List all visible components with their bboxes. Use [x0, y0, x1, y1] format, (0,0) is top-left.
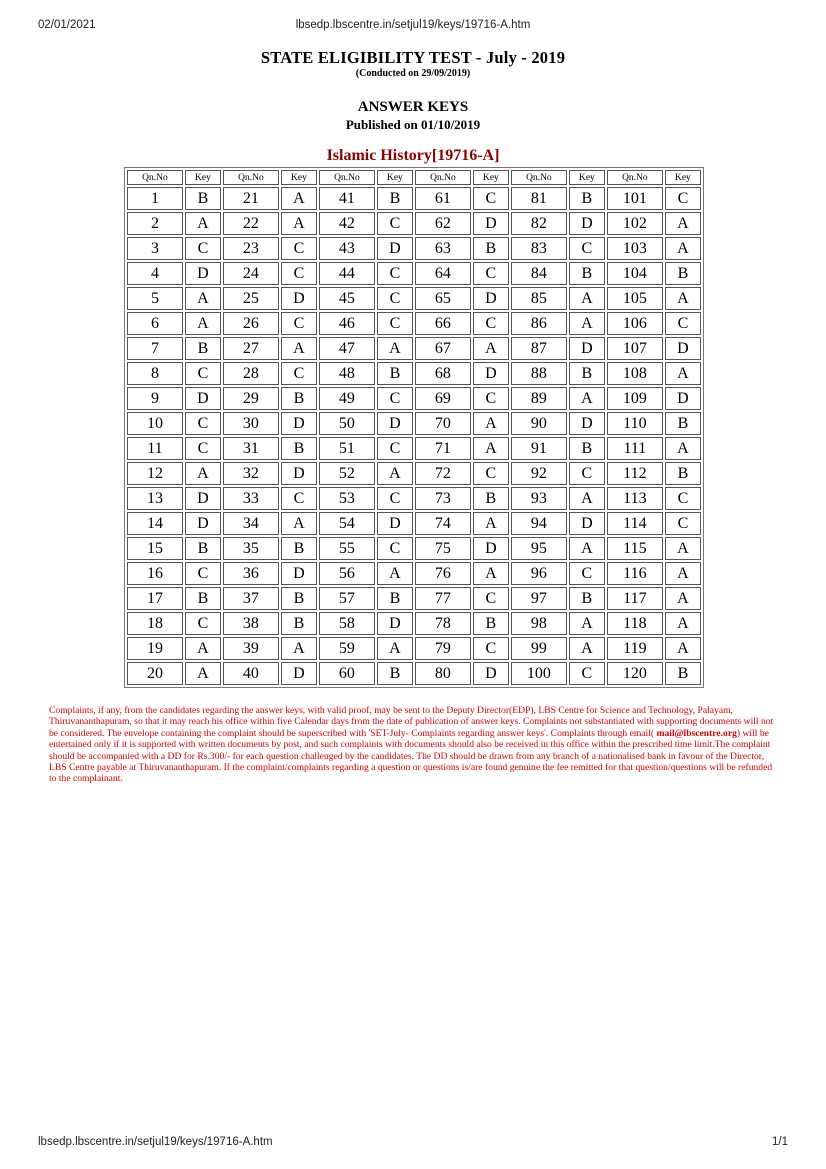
- question-number: 57: [319, 587, 375, 610]
- question-number: 11: [127, 437, 183, 460]
- question-number: 14: [127, 512, 183, 535]
- question-number: 35: [223, 537, 279, 560]
- answer-key: D: [377, 412, 413, 435]
- answer-key: B: [473, 487, 509, 510]
- question-number: 120: [607, 662, 663, 685]
- answer-key: A: [281, 637, 317, 660]
- question-number: 13: [127, 487, 183, 510]
- answer-key: B: [569, 587, 605, 610]
- answer-key: A: [569, 612, 605, 635]
- question-number: 103: [607, 237, 663, 260]
- question-number: 8: [127, 362, 183, 385]
- answer-key: A: [281, 212, 317, 235]
- answer-key: C: [473, 312, 509, 335]
- conducted-date: (Conducted on 29/09/2019): [355, 68, 471, 79]
- table-row: [127, 662, 701, 685]
- question-number: 65: [415, 287, 471, 310]
- answer-key: B: [377, 587, 413, 610]
- answer-key: C: [569, 462, 605, 485]
- table-row: [127, 362, 701, 385]
- question-number: 87: [511, 337, 567, 360]
- table-row: [127, 412, 701, 435]
- answer-key: C: [185, 362, 221, 385]
- table-row: [127, 212, 701, 235]
- question-number: 29: [223, 387, 279, 410]
- exam-title: STATE ELIGIBILITY TEST - July - 2019: [260, 48, 566, 67]
- question-number: 44: [319, 262, 375, 285]
- question-number: 81: [511, 187, 567, 210]
- question-number: 28: [223, 362, 279, 385]
- answer-key: B: [185, 187, 221, 210]
- answer-key: A: [377, 337, 413, 360]
- question-number: 26: [223, 312, 279, 335]
- answer-key: D: [569, 337, 605, 360]
- answer-key: A: [377, 462, 413, 485]
- answer-key: C: [377, 487, 413, 510]
- question-number: 25: [223, 287, 279, 310]
- table-row: [127, 312, 701, 335]
- answer-key: A: [665, 562, 701, 585]
- table-row: [127, 437, 701, 460]
- answer-key: A: [665, 587, 701, 610]
- answer-keys-heading: ANSWER KEYS: [357, 99, 469, 115]
- answer-key: A: [665, 637, 701, 660]
- answer-key: D: [377, 237, 413, 260]
- answer-key: A: [665, 612, 701, 635]
- question-number: 55: [319, 537, 375, 560]
- answer-key: C: [185, 412, 221, 435]
- page-number: 1/1: [772, 1136, 788, 1148]
- answer-key: A: [665, 537, 701, 560]
- question-number: 10: [127, 412, 183, 435]
- answer-key: D: [281, 562, 317, 585]
- answer-key: C: [473, 637, 509, 660]
- question-number: 86: [511, 312, 567, 335]
- complaint-notice: [49, 705, 781, 785]
- table-row: [127, 262, 701, 285]
- published-date: Published on 01/10/2019: [345, 117, 481, 132]
- answer-key: D: [473, 537, 509, 560]
- question-number: 75: [415, 537, 471, 560]
- question-number: 53: [319, 487, 375, 510]
- question-number: 113: [607, 487, 663, 510]
- answer-key: C: [281, 237, 317, 260]
- complaint-text-1: Complaints, if any, from the candidates regarding the answer keys, with valid proof, may be sent to the Deputy Director(EDP), LBS Centre for Science and Technology, Palayam, Thiruvananthapuram, so that it may reach his office within five Calendar days from the date of publication of answer keys. Complaints not substantiated with supporting documents will not be considered. The envelope containing the complaint should be superscribed with 'SET-July- Complaints regarding answer keys'. Complaints through email(: [49, 705, 774, 739]
- question-number: 93: [511, 487, 567, 510]
- table-row: [127, 462, 701, 485]
- answer-key-table: [124, 167, 704, 688]
- question-number: 82: [511, 212, 567, 235]
- table-body: [127, 187, 701, 685]
- question-number: 72: [415, 462, 471, 485]
- question-number: 48: [319, 362, 375, 385]
- answer-key: B: [281, 387, 317, 410]
- answer-key: C: [473, 262, 509, 285]
- answer-key: A: [473, 562, 509, 585]
- title-block: [0, 48, 826, 133]
- question-number: 20: [127, 662, 183, 685]
- answer-key: C: [185, 237, 221, 260]
- answer-key: A: [473, 412, 509, 435]
- answer-key: C: [377, 312, 413, 335]
- table-row: [127, 287, 701, 310]
- answer-key: B: [377, 362, 413, 385]
- answer-key: C: [473, 387, 509, 410]
- answer-key: A: [377, 562, 413, 585]
- question-number: 77: [415, 587, 471, 610]
- question-number: 118: [607, 612, 663, 635]
- answer-key: D: [473, 212, 509, 235]
- key-header: Key: [569, 170, 605, 185]
- question-number: 45: [319, 287, 375, 310]
- answer-key: C: [377, 212, 413, 235]
- answer-key: B: [665, 662, 701, 685]
- answer-key: B: [281, 537, 317, 560]
- answer-key: B: [281, 587, 317, 610]
- question-number: 119: [607, 637, 663, 660]
- answer-key: A: [281, 187, 317, 210]
- question-number: 112: [607, 462, 663, 485]
- key-header: Key: [377, 170, 413, 185]
- answer-key: D: [377, 512, 413, 535]
- answer-key: A: [569, 637, 605, 660]
- question-number: 104: [607, 262, 663, 285]
- answer-key: A: [377, 637, 413, 660]
- answer-key: A: [569, 287, 605, 310]
- answer-key: C: [665, 512, 701, 535]
- question-number: 89: [511, 387, 567, 410]
- answer-key: A: [185, 462, 221, 485]
- complaint-email: mail@lbscentre.org: [656, 727, 737, 739]
- answer-key: B: [665, 462, 701, 485]
- question-number: 73: [415, 487, 471, 510]
- answer-key: C: [377, 262, 413, 285]
- answer-key: A: [281, 512, 317, 535]
- question-number: 68: [415, 362, 471, 385]
- answer-key: B: [281, 612, 317, 635]
- question-number: 3: [127, 237, 183, 260]
- table-row: [127, 387, 701, 410]
- question-number: 111: [607, 437, 663, 460]
- question-number: 97: [511, 587, 567, 610]
- key-header: Key: [665, 170, 701, 185]
- question-number: 38: [223, 612, 279, 635]
- answer-key: B: [281, 437, 317, 460]
- qn-no-header: Qn.No: [607, 170, 663, 185]
- question-number: 105: [607, 287, 663, 310]
- question-number: 6: [127, 312, 183, 335]
- question-number: 31: [223, 437, 279, 460]
- question-number: 39: [223, 637, 279, 660]
- question-number: 62: [415, 212, 471, 235]
- question-number: 71: [415, 437, 471, 460]
- answer-key: C: [473, 587, 509, 610]
- answer-key: D: [281, 462, 317, 485]
- question-number: 51: [319, 437, 375, 460]
- answer-key: A: [473, 337, 509, 360]
- answer-key: C: [185, 612, 221, 635]
- answer-key: B: [569, 187, 605, 210]
- answer-key: D: [569, 512, 605, 535]
- qn-no-header: Qn.No: [319, 170, 375, 185]
- question-number: 43: [319, 237, 375, 260]
- qn-no-header: Qn.No: [223, 170, 279, 185]
- question-number: 117: [607, 587, 663, 610]
- answer-key: C: [281, 362, 317, 385]
- table-row: [127, 187, 701, 210]
- answer-key: C: [473, 462, 509, 485]
- question-number: 32: [223, 462, 279, 485]
- question-number: 79: [415, 637, 471, 660]
- answer-key: A: [665, 362, 701, 385]
- answer-key: C: [377, 437, 413, 460]
- question-number: 50: [319, 412, 375, 435]
- question-number: 83: [511, 237, 567, 260]
- question-number: 37: [223, 587, 279, 610]
- answer-key: A: [665, 287, 701, 310]
- answer-key: D: [185, 262, 221, 285]
- answer-key: B: [473, 237, 509, 260]
- answer-key: C: [569, 562, 605, 585]
- table-row: [127, 512, 701, 535]
- answer-key: A: [185, 662, 221, 685]
- answer-key: C: [665, 187, 701, 210]
- answer-key: D: [569, 212, 605, 235]
- answer-key: C: [473, 187, 509, 210]
- question-number: 92: [511, 462, 567, 485]
- question-number: 59: [319, 637, 375, 660]
- answer-key: C: [281, 487, 317, 510]
- question-number: 96: [511, 562, 567, 585]
- question-number: 114: [607, 512, 663, 535]
- answer-key: D: [377, 612, 413, 635]
- table-row: [127, 237, 701, 260]
- answer-key: A: [185, 212, 221, 235]
- question-number: 76: [415, 562, 471, 585]
- answer-key: A: [185, 637, 221, 660]
- answer-key: C: [569, 237, 605, 260]
- question-number: 56: [319, 562, 375, 585]
- answer-key: A: [185, 287, 221, 310]
- question-number: 19: [127, 637, 183, 660]
- question-number: 101: [607, 187, 663, 210]
- answer-key: C: [569, 662, 605, 685]
- question-number: 64: [415, 262, 471, 285]
- question-number: 1: [127, 187, 183, 210]
- answer-key: D: [281, 412, 317, 435]
- answer-key: A: [569, 387, 605, 410]
- question-number: 90: [511, 412, 567, 435]
- answer-key: A: [569, 537, 605, 560]
- answer-key: A: [281, 337, 317, 360]
- answer-key: A: [665, 212, 701, 235]
- question-number: 110: [607, 412, 663, 435]
- question-number: 54: [319, 512, 375, 535]
- footer-url: lbsedp.lbscentre.in/setjul19/keys/19716-A.htm: [38, 1136, 273, 1148]
- question-number: 42: [319, 212, 375, 235]
- print-url: lbsedp.lbscentre.in/setjul19/keys/19716-A.htm: [295, 19, 531, 31]
- answer-key: B: [569, 437, 605, 460]
- question-number: 106: [607, 312, 663, 335]
- question-number: 18: [127, 612, 183, 635]
- question-number: 33: [223, 487, 279, 510]
- question-number: 40: [223, 662, 279, 685]
- answer-key: C: [377, 537, 413, 560]
- answer-key: A: [665, 237, 701, 260]
- question-number: 49: [319, 387, 375, 410]
- answer-key: D: [665, 337, 701, 360]
- answer-key: A: [665, 437, 701, 460]
- answer-key: C: [281, 312, 317, 335]
- question-number: 24: [223, 262, 279, 285]
- table-row: [127, 587, 701, 610]
- question-number: 98: [511, 612, 567, 635]
- question-number: 70: [415, 412, 471, 435]
- answer-key: B: [665, 412, 701, 435]
- answer-key: A: [569, 312, 605, 335]
- table-header-row: [127, 170, 701, 185]
- complaint-text-2: ) will be entertained only if it is supported with written documents by post, and such complaints with documents should also be received in this office within the prescribed time limit.The complaint should be accompanied with a DD for Rs.300/- for each question challenged by the candidates. The DD should be drawn from any branch of a nationalised bank in favour of the Director, LBS Centre payable at Thiruvananthapuram. If the complaint/complaints regarding a question or questions is/are found genuine the fee remitted for that question/questions will be refunded to the complainant.: [49, 727, 773, 785]
- question-number: 17: [127, 587, 183, 610]
- question-number: 36: [223, 562, 279, 585]
- subject-title: Islamic History[19716-A]: [326, 147, 500, 164]
- answer-key: B: [185, 537, 221, 560]
- question-number: 4: [127, 262, 183, 285]
- answer-key: B: [473, 612, 509, 635]
- answer-key: B: [569, 362, 605, 385]
- answer-key: A: [473, 437, 509, 460]
- answer-key: C: [185, 562, 221, 585]
- question-number: 2: [127, 212, 183, 235]
- answer-key: B: [185, 337, 221, 360]
- answer-key: D: [185, 387, 221, 410]
- table-row: [127, 487, 701, 510]
- answer-key: C: [377, 287, 413, 310]
- answer-key: B: [665, 262, 701, 285]
- answer-key: D: [473, 362, 509, 385]
- answer-key: D: [281, 287, 317, 310]
- table-row: [127, 637, 701, 660]
- table-row: [127, 537, 701, 560]
- answer-key: B: [377, 662, 413, 685]
- question-number: 21: [223, 187, 279, 210]
- question-number: 85: [511, 287, 567, 310]
- question-number: 5: [127, 287, 183, 310]
- question-number: 22: [223, 212, 279, 235]
- question-number: 107: [607, 337, 663, 360]
- answer-key: D: [665, 387, 701, 410]
- qn-no-header: Qn.No: [415, 170, 471, 185]
- question-number: 63: [415, 237, 471, 260]
- question-number: 7: [127, 337, 183, 360]
- question-number: 74: [415, 512, 471, 535]
- question-number: 88: [511, 362, 567, 385]
- question-number: 66: [415, 312, 471, 335]
- answer-key: B: [377, 187, 413, 210]
- answer-key: D: [185, 487, 221, 510]
- answer-key: D: [473, 287, 509, 310]
- answer-key: A: [473, 512, 509, 535]
- question-number: 108: [607, 362, 663, 385]
- key-header: Key: [185, 170, 221, 185]
- answer-key: A: [185, 312, 221, 335]
- question-number: 61: [415, 187, 471, 210]
- question-number: 102: [607, 212, 663, 235]
- question-number: 116: [607, 562, 663, 585]
- question-number: 60: [319, 662, 375, 685]
- question-number: 46: [319, 312, 375, 335]
- answer-key: B: [569, 262, 605, 285]
- question-number: 52: [319, 462, 375, 485]
- question-number: 95: [511, 537, 567, 560]
- question-number: 58: [319, 612, 375, 635]
- question-number: 27: [223, 337, 279, 360]
- table-row: [127, 562, 701, 585]
- question-number: 12: [127, 462, 183, 485]
- question-number: 115: [607, 537, 663, 560]
- answer-key: C: [185, 437, 221, 460]
- question-number: 100: [511, 662, 567, 685]
- answer-key: D: [569, 412, 605, 435]
- question-number: 16: [127, 562, 183, 585]
- key-header: Key: [281, 170, 317, 185]
- answer-key: D: [473, 662, 509, 685]
- answer-key: B: [185, 587, 221, 610]
- question-number: 23: [223, 237, 279, 260]
- key-header: Key: [473, 170, 509, 185]
- question-number: 67: [415, 337, 471, 360]
- question-number: 80: [415, 662, 471, 685]
- question-number: 30: [223, 412, 279, 435]
- question-number: 69: [415, 387, 471, 410]
- question-number: 84: [511, 262, 567, 285]
- table-row: [127, 612, 701, 635]
- qn-no-header: Qn.No: [127, 170, 183, 185]
- answer-key: C: [377, 387, 413, 410]
- question-number: 91: [511, 437, 567, 460]
- question-number: 15: [127, 537, 183, 560]
- answer-key: D: [185, 512, 221, 535]
- question-number: 78: [415, 612, 471, 635]
- answer-key: D: [281, 662, 317, 685]
- question-number: 109: [607, 387, 663, 410]
- question-number: 99: [511, 637, 567, 660]
- question-number: 34: [223, 512, 279, 535]
- question-number: 94: [511, 512, 567, 535]
- answer-key: C: [281, 262, 317, 285]
- answer-key: C: [665, 312, 701, 335]
- answer-key: A: [569, 487, 605, 510]
- question-number: 9: [127, 387, 183, 410]
- table-row: [127, 337, 701, 360]
- print-date: 02/01/2021: [38, 19, 96, 31]
- question-number: 41: [319, 187, 375, 210]
- answer-key: C: [665, 487, 701, 510]
- question-number: 47: [319, 337, 375, 360]
- qn-no-header: Qn.No: [511, 170, 567, 185]
